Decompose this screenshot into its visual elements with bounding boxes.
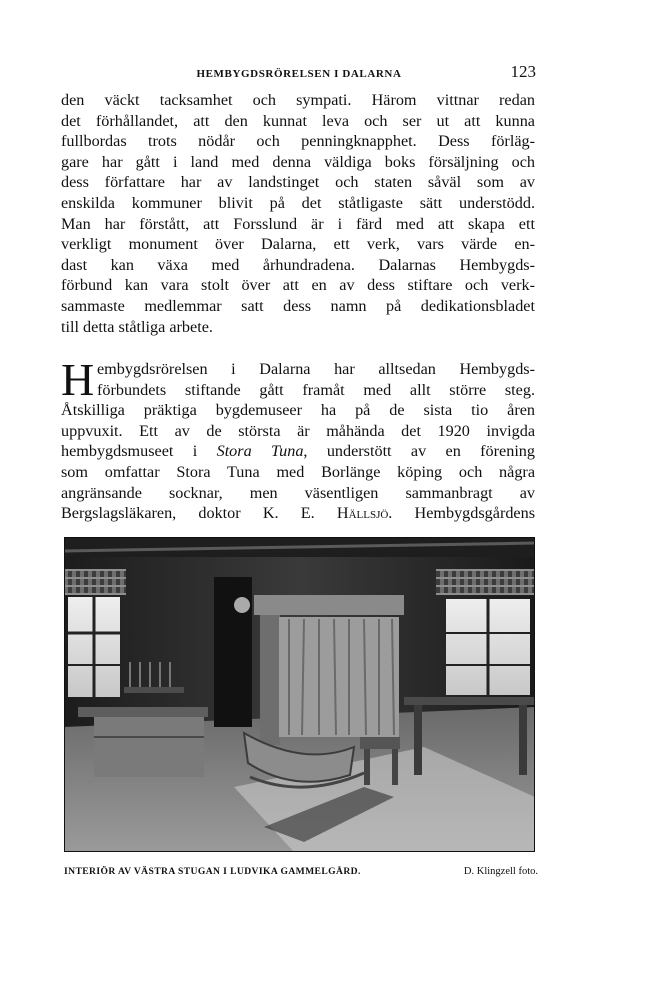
surname-small-caps: Hällsjö [336,504,389,523]
left-curtain-valance [64,569,126,595]
text-line: sammaste medlemmar satt dess namn på dedikationsbladet [61,296,535,315]
text-line [61,441,535,462]
text-line: Åtskilliga präktiga bygdemuseer ha på de sista tio åren [61,401,535,420]
page-header [60,62,538,84]
interior-photograph [64,537,535,852]
right-curtain-valance [436,569,535,595]
page-number: 123 [510,62,536,81]
text-line: till detta ståtliga arbete. [61,317,213,336]
text-line: Man har förstått, att Forsslund är i färd med att skapa ett [61,214,535,233]
place-name-italic: Stora Tuna [216,442,304,461]
text-line: dast kan växa med århundradena. Dalarnas Hembygds- [61,255,535,274]
interior-photo-illustration [64,537,535,852]
text-line: gare har gått i land med denna väldiga boks försäljning och [61,152,535,171]
paragraph-continuation [61,90,535,337]
right-table [404,697,535,705]
text-line: enskilda kommuner blivit på det ståtligaste sätt understödd. [61,193,535,212]
drop-cap: H [61,354,95,405]
text-run: , understött av en förening [303,442,535,461]
text-line: verkligt monument över Dalarna, ett verk, vars värde en- [61,235,535,254]
text-run: hembygdsmuseet i [61,442,217,461]
running-head: HEMBYGDSRÖRELSEN I DALARNA [196,68,402,80]
figure-caption: INTERIÖR AV VÄSTRA STUGAN I LUDVIKA GAMMELGÅRD. [64,866,361,877]
text-line: embygdsrörelsen i Dalarna har alltsedan Hembygds- [97,360,535,378]
text-line: förbundets stiftande gått framåt med allt större steg. [97,380,535,399]
text-run: Bergslagsläkaren, doktor K. E. [61,504,337,523]
text-line: uppvuxit. Ett av de största är måhända det 1920 invigda [61,421,535,440]
text-line: det förhållandet, att den kunnat leva och ser ut att kunna [61,111,535,130]
text-run: . Hembygdsgårdens [388,504,536,523]
bed-post [260,615,280,745]
text-line: den väckt tacksamhet och sympati. Härom vittnar redan [61,91,535,109]
bed-canopy-top [254,595,404,615]
text-line: dess författare har av landstinget och staten såväl som av [61,173,535,192]
text-line: förbund kan vara stolt över att en av dess stiftare och verk- [61,276,535,295]
text-line: fullbordas trots nödår och penningknapphet. Dess förläg- [61,132,535,151]
bed-curtain [279,617,399,737]
text-line: som omfattar Stora Tuna med Borlänge köping och några [61,462,535,481]
photo-credit: D. Klingzell foto. [463,866,538,877]
left-cabinet [94,717,204,777]
text-line [61,503,535,524]
clock-face [234,597,250,613]
text-line: angränsande socknar, men väsentligen sammanbragt av [61,483,535,502]
left-table-top [78,707,208,717]
paragraph-hembygdsrorelsen [61,354,536,524]
